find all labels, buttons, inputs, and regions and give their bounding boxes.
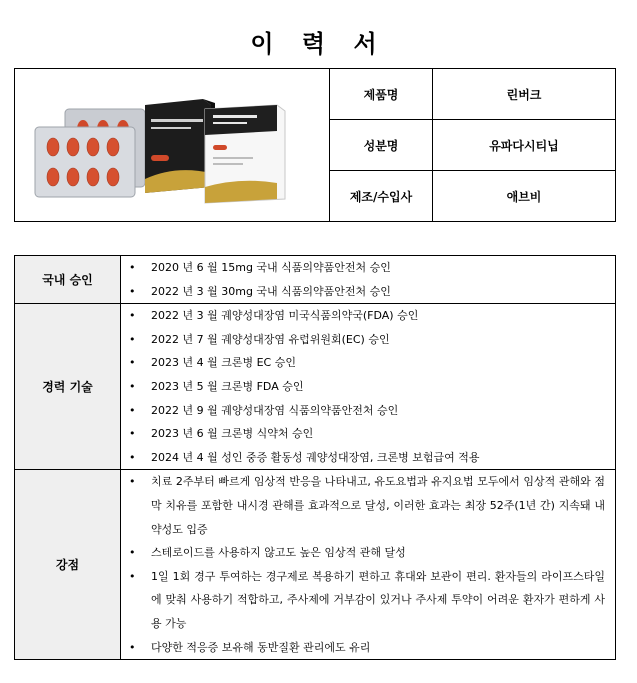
product-name-label: 제품명 xyxy=(330,69,433,120)
bullet: • xyxy=(129,284,136,298)
list-strengths xyxy=(129,470,605,659)
product-photo xyxy=(15,69,329,217)
list-item: • 2022 년 3 월 궤양성대장염 미국식품의약국(FDA) 승인 xyxy=(129,304,605,328)
list-career xyxy=(129,304,605,469)
history-row-strengths xyxy=(15,470,616,660)
bullet: • xyxy=(129,309,136,323)
list-item: • 1일 1회 경구 투여하는 경구제로 복용하기 편하고 휴대와 보관이 편리. 환자들의 라이프스타일에 맞춰 사용하기 적합하고, 주사제에 거부감이 있거나 주사제 투약이 어려운 환자가 편하게 사용 가능 xyxy=(129,565,605,636)
ingredient-value: 유파다시티닙 xyxy=(433,120,616,171)
category-strengths: 강점 xyxy=(15,470,121,660)
bullet: • xyxy=(129,546,136,560)
product-name-value: 린버크 xyxy=(433,69,616,120)
product-photo-cell xyxy=(15,69,330,222)
category-career: 경력 기술 xyxy=(15,304,121,470)
bullet: • xyxy=(129,640,136,654)
bullet: • xyxy=(129,450,136,464)
bullet: • xyxy=(129,427,136,441)
list-item: • 2023 년 4 월 크론병 EC 승인 xyxy=(129,351,605,375)
manufacturer-label: 제조/수입사 xyxy=(330,171,433,222)
bullet: • xyxy=(129,569,136,583)
list-item: • 치료 2주부터 빠르게 임상적 반응을 나타내고, 유도요법과 유지요법 모두에서 임상적 관해와 점막 치유를 포함한 내시경 관해를 효과적으로 달성, 이러한 효과는 최장 52주(1년 간) 지속돼 내약성도 입증 xyxy=(129,470,605,541)
list-item: • 2022 년 7 월 궤양성대장염 유럽위원회(EC) 승인 xyxy=(129,328,605,352)
blister-pack-front xyxy=(35,127,135,197)
product-box-white xyxy=(205,105,285,203)
list-item: • 2023 년 6 월 크론병 식약처 승인 xyxy=(129,422,605,446)
history-table xyxy=(14,255,616,660)
list-item: • 2023 년 5 월 크론병 FDA 승인 xyxy=(129,375,605,399)
list-item: • 2022 년 3 월 30mg 국내 식품의약품안전처 승인 xyxy=(129,280,605,304)
history-row-career xyxy=(15,304,616,470)
list-item: • 2024 년 4 월 성인 중증 활동성 궤양성대장염, 크론병 보험급여 적용 xyxy=(129,446,605,470)
history-row-domestic-approval xyxy=(15,256,616,304)
list-item: • 다양한 적응증 보유해 동반질환 관리에도 유리 xyxy=(129,636,605,660)
category-domestic-approval: 국내 승인 xyxy=(15,256,121,304)
bullet: • xyxy=(129,356,136,370)
manufacturer-value: 애브비 xyxy=(433,171,616,222)
bullet: • xyxy=(129,403,136,417)
list-item: • 스테로이드를 사용하지 않고도 높은 임상적 관해 달성 xyxy=(129,541,605,565)
bullet: • xyxy=(129,261,136,274)
bullet: • xyxy=(129,332,136,346)
bullet: • xyxy=(129,379,136,393)
list-domestic-approval xyxy=(129,256,605,303)
product-info-table xyxy=(14,68,616,222)
bullet: • xyxy=(129,475,136,489)
page-title: 이 력 서 xyxy=(250,30,387,58)
list-item: • 2022 년 9 월 궤양성대장염 식품의약품안전처 승인 xyxy=(129,399,605,423)
ingredient-label: 성분명 xyxy=(330,120,433,171)
list-item: • 2020 년 6 월 15mg 국내 식품의약품안전처 승인 xyxy=(129,256,605,280)
